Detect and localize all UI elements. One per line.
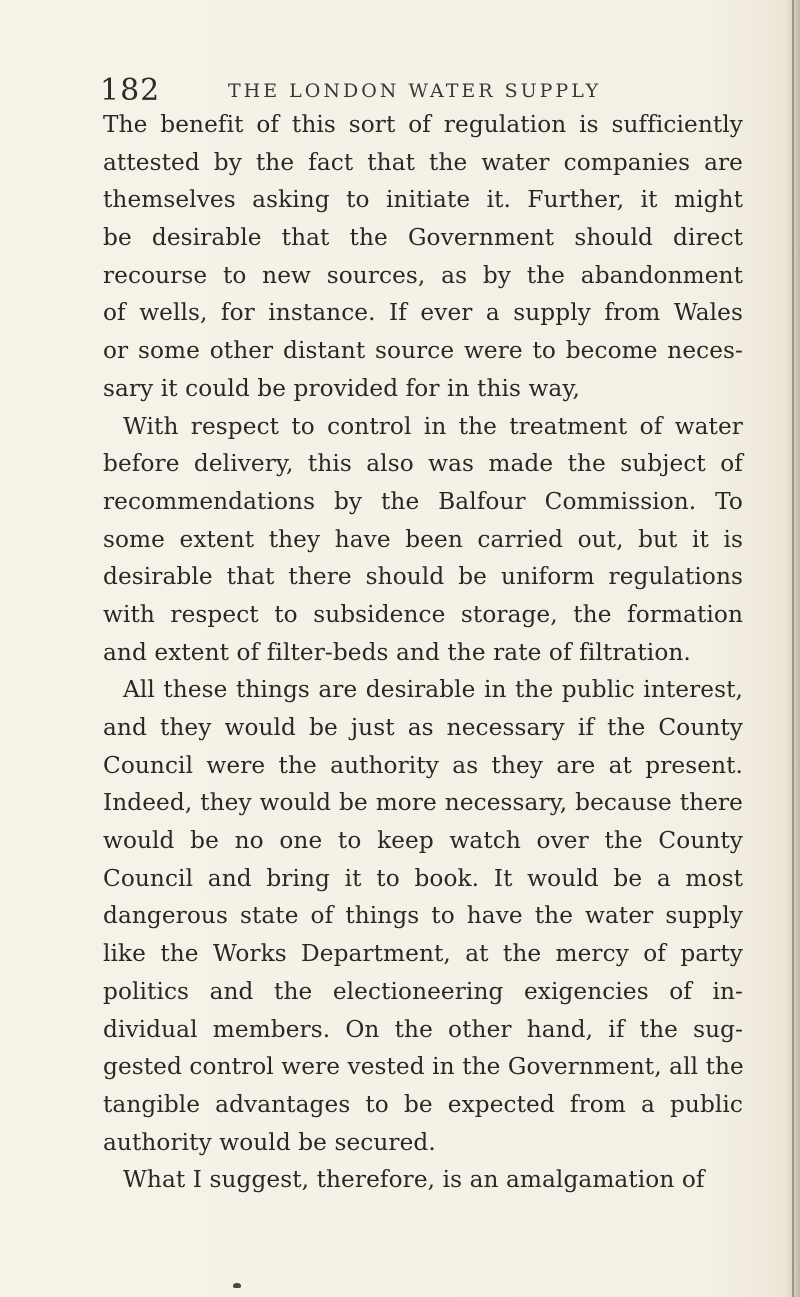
text-line: Indeed, they would be more necessary, because there — [103, 789, 743, 817]
text-line: with respect to subsidence storage, the formation — [103, 600, 743, 628]
text-line: desirable that there should be uniform regulations — [103, 563, 743, 591]
text-line: dividual members. On the other hand, if the sug- — [103, 1015, 743, 1043]
page-number: 182 — [100, 73, 161, 108]
text-line: dangerous state of things to have the water supply — [103, 902, 743, 930]
running-title: THE LONDON WATER SUPPLY — [228, 80, 602, 102]
text-line: What I suggest, therefore, is an amalgamation of — [123, 1166, 705, 1194]
text-line: and extent of filter-beds and the rate of filtration. — [103, 638, 691, 666]
text-line: some extent they have been carried out, but it is — [103, 525, 743, 553]
text-line: of wells, for instance. If ever a supply from Wales — [103, 299, 743, 327]
text-line: authority would be secured. — [103, 1128, 436, 1156]
text-line: Council and bring it to book. It would be a most — [103, 864, 743, 892]
text-line: politics and the electioneering exigencies of in- — [103, 977, 743, 1005]
text-line: be desirable that the Government should direct — [103, 224, 743, 252]
text-line: With respect to control in the treatment of water — [123, 412, 743, 440]
page-edge-line — [792, 0, 794, 1297]
text-line: All these things are desirable in the public interest, — [123, 676, 743, 704]
text-line: tangible advantages to be expected from a public — [103, 1090, 743, 1118]
text-line: and they would be just as necessary if the County — [103, 714, 743, 741]
ink-speck — [233, 1283, 241, 1288]
text-line: Council were the authority as they are at present. — [103, 751, 743, 779]
text-line: sary it could be provided for in this way, — [103, 374, 580, 402]
body-text — [103, 106, 743, 1199]
text-line: or some other distant source were to become neces- — [103, 337, 743, 365]
text-line: before delivery, this also was made the subject of — [103, 450, 743, 478]
text-line: recourse to new sources, as by the abandonment — [103, 261, 743, 289]
text-line: would be no one to keep watch over the County — [103, 827, 743, 855]
text-line: gested control were vested in the Government, all the — [103, 1053, 744, 1081]
text-line: themselves asking to initiate it. Further, it might — [103, 186, 743, 214]
text-line: like the Works Department, at the mercy of party — [103, 940, 743, 968]
text-line: attested by the fact that the water companies are — [103, 148, 743, 176]
text-line: recommendations by the Balfour Commission. To — [103, 487, 743, 515]
text-line: The benefit of this sort of regulation is sufficiently — [103, 111, 743, 138]
